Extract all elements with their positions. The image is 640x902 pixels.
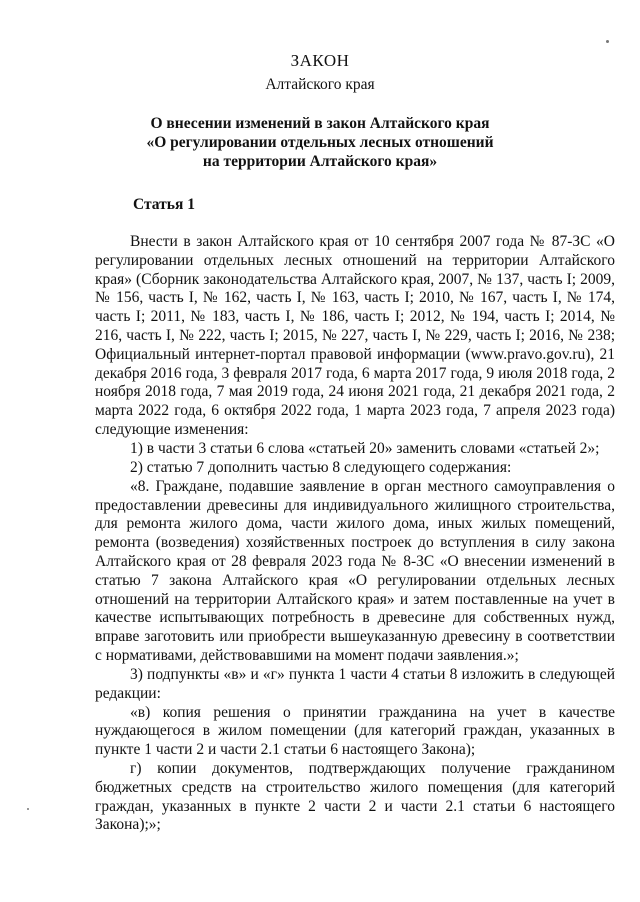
document-region: Алтайского края	[265, 76, 375, 93]
law-title-line-3: на территории Алтайского края»	[202, 153, 438, 170]
item-3-block	[95, 666, 615, 835]
item-3-lead-paragraph: 3) подпункты «в» и «г» пункта 1 части 4 статьи 8 изложить в следующей редакции:	[95, 666, 615, 702]
scan-artifact-dot	[606, 40, 609, 43]
article-intro-paragraph: Внести в закон Алтайского края от 10 сентября 2007 года № 87-ЗС «О регулировании отдельных лесных отношений на территории Алтайского края» (Сборник законодательства Алтайского края, 2007, № 137, часть I; 2009, № 156, часть I, № 162, часть I, № 163, часть I; 2010, № 167, часть I, № 174, часть I; 2011, № 183, часть I, № 186, часть I; 2012, № 194, часть I; 2014, № 216, часть I, № 222, часть I; 2015, № 227, часть I, № 229, часть I; 2016, № 238; Официальный интернет-портал правовой информации (www.pravo.gov.ru), 21 декабря 2016 года, 3 февраля 2017 года, 6 марта 2017 года, 9 июля 2018 года, 2 ноября 2018 года, 7 мая 2019 года, 24 июня 2021 года, 21 декабря 2021 года, 2 марта 2022 года, 6 октября 2022 года, 1 марта 2023 года, 7 апреля 2023 года) следующие изменения:	[95, 233, 615, 438]
item-2-block	[95, 459, 615, 666]
item-1-paragraph: 1) в части 3 статьи 6 слова «статьей 20» заменить словами «статьей 2»;	[130, 439, 600, 457]
article-heading: Статья 1	[133, 196, 195, 213]
item-3-subitem-g-paragraph: г) копии документов, подтверждающих получение гражданином бюджетных средств на строительство жилого помещения (для категорий граждан, указанных в пункте 2 части 2 и части 2.1 статьи 6 настоящего Закона);»;	[95, 759, 615, 834]
law-title-line-2: «О регулировании отдельных лесных отношений	[146, 134, 494, 151]
article-intro-block	[95, 233, 615, 459]
law-title-line-1: О внесении изменений в закон Алтайского края	[150, 115, 490, 132]
document-type: ЗАКОН	[290, 51, 350, 70]
item-3-subitem-v-paragraph: «в) копия решения о принятии гражданина на учет в качестве нуждающегося в жилом помещении (для категорий граждан, указанных в пункте 1 части 2 и части 2.1 статьи 6 настоящего Закона);	[95, 703, 615, 759]
item-2-lead-paragraph: 2) статью 7 дополнить частью 8 следующего содержания:	[130, 459, 512, 476]
scan-artifact-dot	[27, 808, 29, 810]
item-2-quote-paragraph: «8. Граждане, подавшие заявление в орган местного самоуправления о предоставлении древесины для индивидуального жилищного строительства, для ремонта жилого дома, части жилого дома, иных жилых помещений, ремонта (возведения) хозяйственных построек до вступления в силу закона Алтайского края от 28 февраля 2023 года № 8-ЗС «О внесении изменений в статью 7 закона Алтайского края «О регулировании отдельных лесных отношений на территории Алтайского края» и затем поставленные на учет в качестве испытывающих потребность в древесине для собственных нужд, вправе заготовить или приобрести вышеуказанную древесину в соответствии с нормативами, действовавшими на момент подачи заявления.»;	[95, 477, 615, 664]
